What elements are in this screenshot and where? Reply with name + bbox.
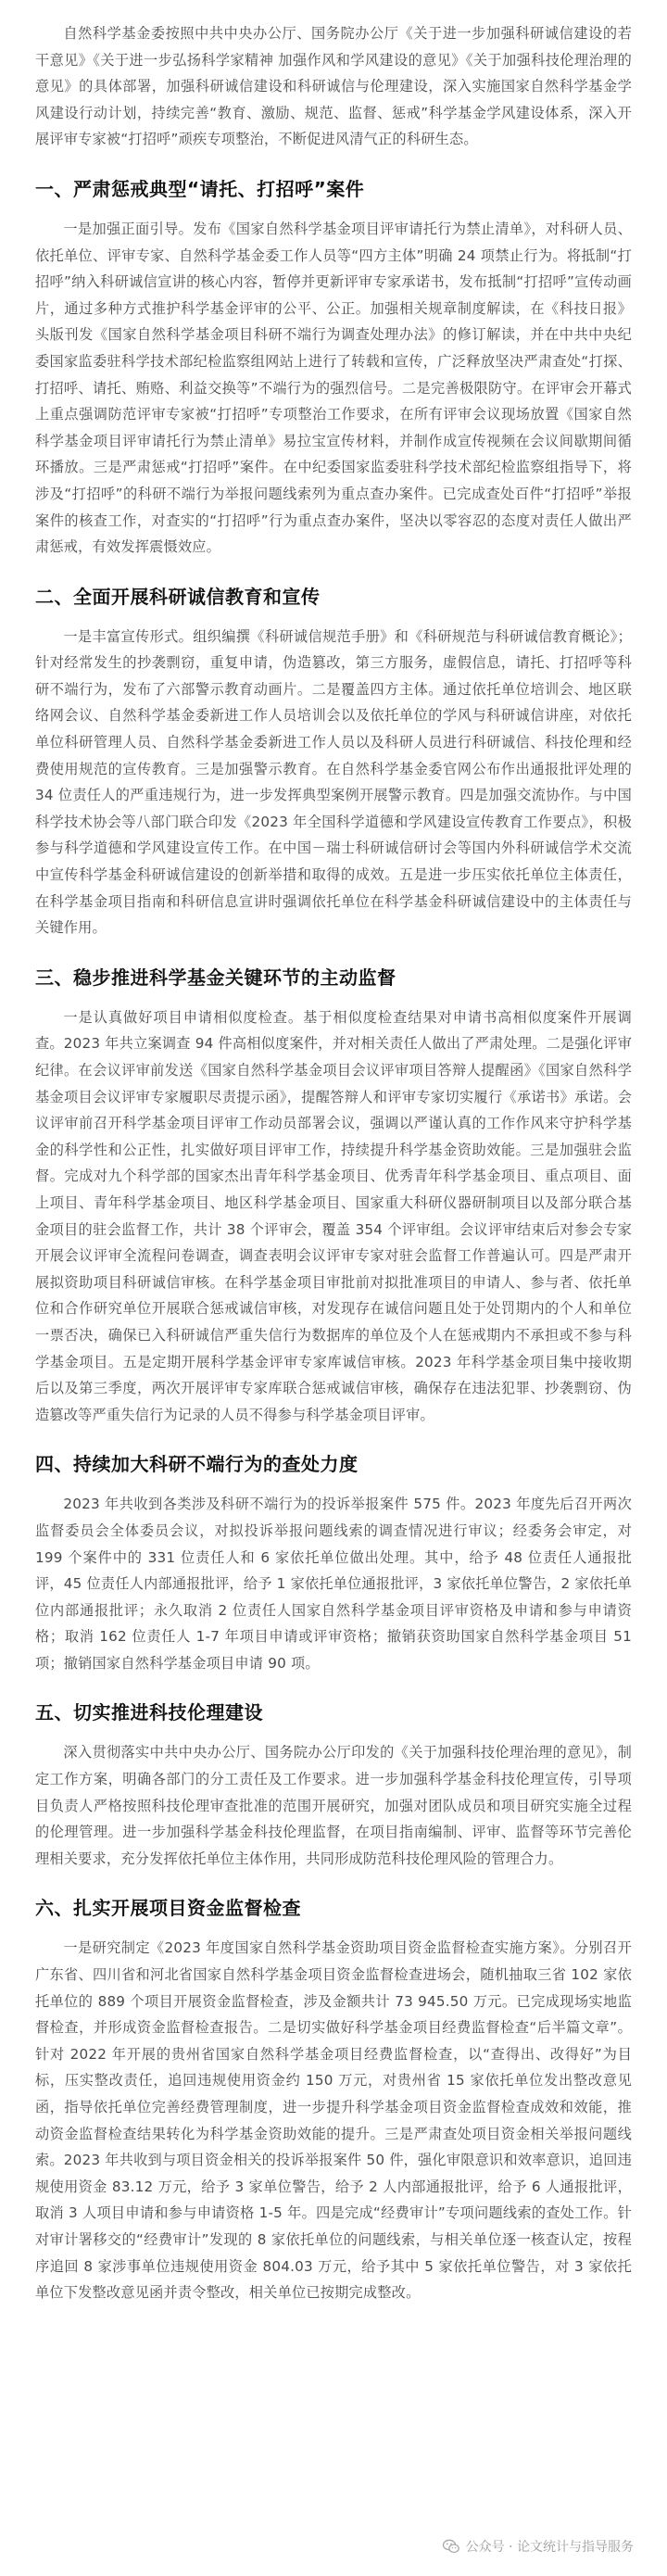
section-4-body: 2023 年共收到各类涉及科研不端行为的投诉举报案件 575 件。2023 年度先后召开两次监督委员会全体委员会议，对拟投诉举报问题线索的调查情况进行审议；经委务会审定，对 199 个案件中的 331 位责任人和 6 家依托单位做出处理。其中，给予 48 位责任人通报批评，45 位责任人内部通报批评，给予 1 家依托单位通报批评，3 家依托单位警告，2 家依托单位内部通报批评；永久取消 2 位责任人国家自然科学基金项目评审资格及申请和参与申请资格；取消 162 位责任人 1-7 年项目申请或评审资格；撤销获资助国家自然科学基金项目 51 项；撤销国家自然科学基金项目申请 90 项。 [35,1496,632,1672]
section-4-title: 四、持续加大科研不端行为的查处力度 [35,1453,359,1476]
wechat-watermark [442,2537,634,2556]
section-5-title: 五、切实推进科技伦理建设 [35,1701,263,1724]
watermark-text: 公众号 · 论文统计与指导服务 [465,2540,634,2555]
section-1-body: 一是加强正面引导。发布《国家自然科学基金项目评审请托行为禁止清单》，对科研人员、依托单位、评审专家、自然科学基金委工作人员等“四方主体”明确 24 项禁止行为。将抵制“打招呼”纳入科研诚信宣讲的核心内容，暂停并更新评审专家承诺书，发布抵制“打招呼”宣传动画片，通过多种方式推护科学基金评审的公平、公正。加强相关规章制度解读，在《科技日报》头版刊发《国家自然科学基金项目科研不端行为调查处理办法》的修订解读，并在中共中央纪委国家监委驻科学技术部纪检监察组网站上进行了转载和宣传，广泛释放坚决严肃查处“打探、打招呼、请托、贿赂、利益交换等”不端行为的强烈信号。二是完善极限防守。在评审会开幕式上重点强调防范评审专家被“打招呼”专项整治工作要求，在所有评审会议现场放置《国家自然科学基金项目评审请托行为禁止清单》易拉宝宣传材料，并制作成宣传视频在会议间歇期间循环播放。三是严肃惩戒“打招呼”案件。在中纪委国家监委驻科学技术部纪检监察组指导下，将涉及“打招呼”的科研不端行为举报问题线索列为重点查办案件。已完成查处百件“打招呼”举报案件的核查工作，对查实的“打招呼”行为重点查办案件，坚决以零容忍的态度对责任人做出严肃惩戒，有效发挥震慑效应。 [35,220,632,556]
section-2-title: 二、全面开展科研诚信教育和宣传 [35,585,321,608]
section-6-body: 一是研究制定《2023 年度国家自然科学基金资助项目资金监督检查实施方案》。分别召开广东省、四川省和河北省国家自然科学基金项目资金监督检查进场会，随机抽取三省 102 家依托单位的 889 个项目开展资金监督检查，涉及金额共计 73 945.50 万元。已完成现场实地监督检查，并形成资金监督检查报告。二是切实做好科学基金项目经费监督检查“后半篇文章”。针对 2022 年开展的贵州省国家自然科学基金项目经费监督检查，以“查得出、改得好”为目标，压实整改责任，追回违规使用资金约 150 万元，对贵州省 15 家依托单位发出整改意见函，指导依托单位完善经费管理制度，进一步提升科学基金项目资金监督检查成效和效能，推动资金监督检查结果转化为科学基金资助效能的提升。三是严肃查处项目资金相关举报问题线索。2023 年共收到与项目资金相关的投诉举报案件 50 件，强化审限意识和效率意识，追回违规使用资金 83.12 万元，给予 3 家单位警告，给予 2 人内部通报批评，给予 6 人通报批评，取消 3 人项目申请和参与申请资格 1-5 年。四是完成“经费审计”专项问题线索的查处工作。针对审计署移交的“经费审计”发现的 8 家依托单位的问题线索，与相关单位逐一核查认定，按程序追回 8 家涉事单位违规使用资金 804.03 万元，给予其中 5 家依托单位警告，对 3 家依托单位下发整改意见函并责令整改，相关单位已按期完成整改。 [35,1939,632,2302]
section-2-body: 一是丰富宣传形式。组织编撰《科研诚信规范手册》和《科研规范与科研诚信教育概论》；针对经常发生的抄袭剽窃，重复申请，伪造篡改，第三方服务，虚假信息，请托、打招呼等科研不端行为，发布了六部警示教育动画片。二是覆盖四方主体。通过依托单位培训会、地区联络网会议、自然科学基金委新进工作人员培训会以及依托单位的学风与科研诚信讲座，对依托单位科研管理人员、自然科学基金委新进工作人员以及科研人员进行科研诚信、科技伦理和经费使用规范的宣传教育。三是加强警示教育。在自然科学基金委官网公布作出通报批评处理的 34 位责任人的严重违规行为，进一步发挥典型案例开展警示教育。四是加强交流协作。与中国科学技术协会等八部门联合印发《2023 年全国科学道德和学风建设宣传教育工作要点》，积极参与科学道德和学风建设宣传工作。在中国－瑞士科研诚信研讨会等国内外科研诚信学术交流中宣传科学基金科研诚信建设的创新举措和取得的成效。五是进一步压实依托单位主体责任，在科学基金项目指南和科研信息宣讲时强调依托单位在科学基金科研诚信建设中的主体责任与关键作用。 [35,627,632,937]
intro-paragraph: 自然科学基金委按照中共中央办公厅、国务院办公厅《关于进一步加强科研诚信建设的若干意见》《关于进一步弘扬科学家精神 加强作风和学风建设的意见》《关于加强科技伦理治理的意见》的具体部署，加强科研诚信建设和科研诚信与伦理建设，深入实施国家自然科学基金学风建设行动计划，持续完善“教育、激励、规范、监督、惩戒”科学基金学风建设体系，深入开展评审专家被“打招呼”顽疾专项整治，不断促进风清气正的科研生态。 [35,25,632,148]
section-5-body: 深入贯彻落实中共中央办公厅、国务院办公厅印发的《关于加强科技伦理治理的意见》，制定工作方案，明确各部门的分工责任及工作要求。进一步加强科学基金科技伦理宣传，引导项目负责人严格按照科技伦理审查批准的范围开展研究，加强对团队成员和项目研究实施全过程的伦理管理。进一步加强科学基金科技伦理监督，在项目指南编制、评审、监督等环节完善伦理相关要求，充分发挥依托单位主体作用，共同形成防范科技伦理风险的管理合力。 [35,1744,632,1867]
section-3-body: 一是认真做好项目申请相似度检查。基于相似度检查结果对申请书高相似度案件开展调查。2023 年共立案调查 94 件高相似度案件，并对相关责任人做出了严肃处理。二是强化评审纪律。在会议评审前发送《国家自然科学基金项目会议评审项目答辩人提醒函》《国家自然科学基金项目会议评审专家履职尽责提示函》，提醒答辩人和评审专家切实履行《承诺书》承诺。会议评审前召开科学基金项目评审工作动员部署会议，强调以严谨认真的工作作风来守护科学基金的科学性和公正性，扎实做好项目评审工作，持续提升科学基金资助效能。三是加强驻会监督。完成对九个科学部的国家杰出青年科学基金项目、优秀青年科学基金项目、重点项目、面上项目、青年科学基金项目、地区科学基金项目、国家重大科研仪器研制项目以及部分联合基金项目的驻会监督工作，共计 38 个评审会，覆盖 354 个评审组。会议评审结束后对参会专家开展会议评审全流程问卷调查，调查表明会议评审专家对驻会监督工作普遍认可。四是严肃开展拟资助项目科研诚信审核。在科学基金项目审批前对拟批准项目的申请人、参与者、依托单位和合作研究单位开展联合惩戒诚信审核，对发现存在诚信问题且处于处罚期内的个人和单位一票否决，确保已入科研诚信严重失信行为数据库的单位及个人在惩戒期内不承担或不参与科学基金项目。五是定期开展科学基金评审专家库诚信审核。2023 年科学基金项目集中接收期后以及第三季度，两次开展评审专家库联合惩戒诚信审核，确保存在违法犯罪、抄袭剽窃、伪造篡改等严重失信行为记录的人员不得参与科学基金项目评审。 [35,1008,632,1423]
section-1-title: 一、严肃惩戒典型“请托、打招呼”案件 [35,177,365,200]
section-6-title: 六、扎实开展项目资金监督检查 [35,1897,301,1920]
section-3-title: 三、稳步推进科学基金关键环节的主动监督 [35,966,396,989]
wechat-icon [442,2537,460,2556]
